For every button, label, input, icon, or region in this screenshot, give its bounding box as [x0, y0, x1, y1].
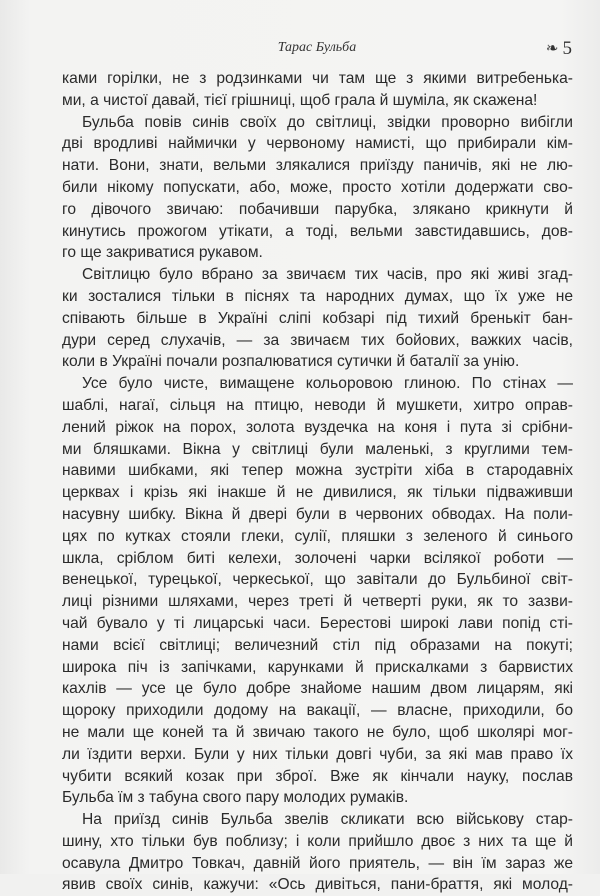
text-line: го дівочого звичаю: побачивши парубка, злякано крикнути й: [62, 200, 573, 218]
text-line: кахлів — усе це було добре знайоме нашим двом лицарям, які: [62, 680, 573, 698]
text-line: Бульба їм з табуна свого пару молодих румаків.: [62, 789, 409, 807]
text-line: коли в Україні почали розпалюватися сутички й баталії за унію.: [62, 353, 520, 371]
text-line: цях по кутках стояли глеки, сулії, пляшки з зеленого й синього: [62, 527, 573, 545]
paragraph: [62, 264, 573, 373]
text-line: навими шибками, які тепер можна зустріти хіба в стародавніх: [62, 462, 573, 480]
text-line: не мали ще коней та й звичаю такого не було, щоб школярі мог-: [62, 723, 573, 741]
page-number: 5: [562, 38, 572, 59]
text-line: чай бувало у ті лицарські часи. Берестові широкі лави попід сті-: [62, 614, 573, 632]
paragraph: [62, 112, 573, 265]
paragraph: [62, 373, 573, 809]
text-line: Усе було чисте, вимащене кольоровою глиною. По стінах —: [82, 375, 573, 393]
text-line: кинутись прожогом утікати, а тоді, вельми завстидавшись, дов-: [62, 222, 573, 240]
text-line: явив своїх синів, кажучи: «Ось дивіться, пани-браття, які молод-: [62, 876, 573, 894]
text-line: осавула Дмитро Товкач, давній його приятель, — він їм зараз же: [62, 854, 573, 872]
text-line: Бульба повів синів своїх до світлиці, звідки проворно вибігли: [82, 113, 573, 131]
text-line: ками горілки, не з родзинками чи там ще з якими витребенька-: [62, 70, 573, 87]
page-header: [62, 38, 572, 60]
text-line: ми, а чистої давай, тієї грішниці, щоб грала й шуміла, як скажена!: [62, 91, 538, 109]
text-line: церквах і крізь які інакше й не дивилися, як тільки підваживши: [62, 484, 573, 502]
text-line: щороку приходили додому на вакації, — власне, приходили, бо: [62, 702, 573, 720]
text-line: ми бляшками. Вікна у світлиці були маленькі, з круглими тем-: [62, 440, 573, 458]
text-line: го ще закриватися рукавом.: [62, 244, 263, 262]
text-line: нати. Вони, знати, вельми злякалися приїзду паничів, які не лю-: [62, 157, 573, 175]
text-line: Світлицю було вбрано за звичаєм тих часів, про які живі згад-: [82, 266, 573, 284]
text-line: били нікому попускати, або, може, просто хотіли додержати сво-: [62, 178, 573, 196]
text-line: шкла, сріблом биті келехи, золочені чарки всілякої роботи —: [62, 549, 573, 567]
text-line: ки зосталися тільки в піснях та народних думах, що їх уже не: [62, 287, 573, 305]
text-line: широка піч із запічками, карунками й прискалками з барвистих: [62, 658, 573, 676]
paragraph: [62, 68, 573, 112]
text-line: шаблі, нагаї, сільця на птицю, неводи й мушкети, хитро оправ-: [62, 396, 573, 414]
text-line: чубити всякий козак при зброї. Вже як кінчали науку, послав: [62, 767, 573, 785]
body-text: [62, 68, 573, 896]
text-line: На приїзд синів Бульба звелів скликати всю військову стар-: [82, 811, 573, 829]
page-number-block: [546, 38, 572, 60]
text-line: лений ріжок на порох, золота вуздечка на коня і пута зі срібни-: [62, 418, 573, 436]
running-title: Тарас Бульба: [277, 40, 357, 55]
text-line: шину, хто тільки був поблизу; і коли прийшло двоє з них та ще й: [62, 832, 573, 850]
text-line: співають більше в Україні сліпі кобзарі під тихий бренькіт бан-: [62, 309, 573, 327]
text-line: лиці різними шляхами, через треті й четверті руки, як то зазви-: [62, 593, 573, 611]
text-line: дві вродливі наймички у червоному намисті, що прибирали кім-: [62, 135, 573, 153]
text-line: нами всієї світлиці; величезний стіл під образами на покуті;: [62, 636, 573, 654]
text-line: венецької, турецької, черкеської, що завітали до Бульбиної світ-: [62, 571, 573, 589]
text-line: дури серед слухачів, — за звичаєм тих бойових, важких часів,: [62, 331, 573, 349]
text-line: насувну шибку. Вікна й двері були в червоних обводах. На поли-: [62, 505, 573, 523]
fleuron-ornament-icon: ❧: [545, 40, 559, 57]
paragraph: [62, 809, 573, 896]
text-line: ли їздити верхи. Були у них тільки довгі чуби, за які мав право їх: [62, 745, 573, 763]
